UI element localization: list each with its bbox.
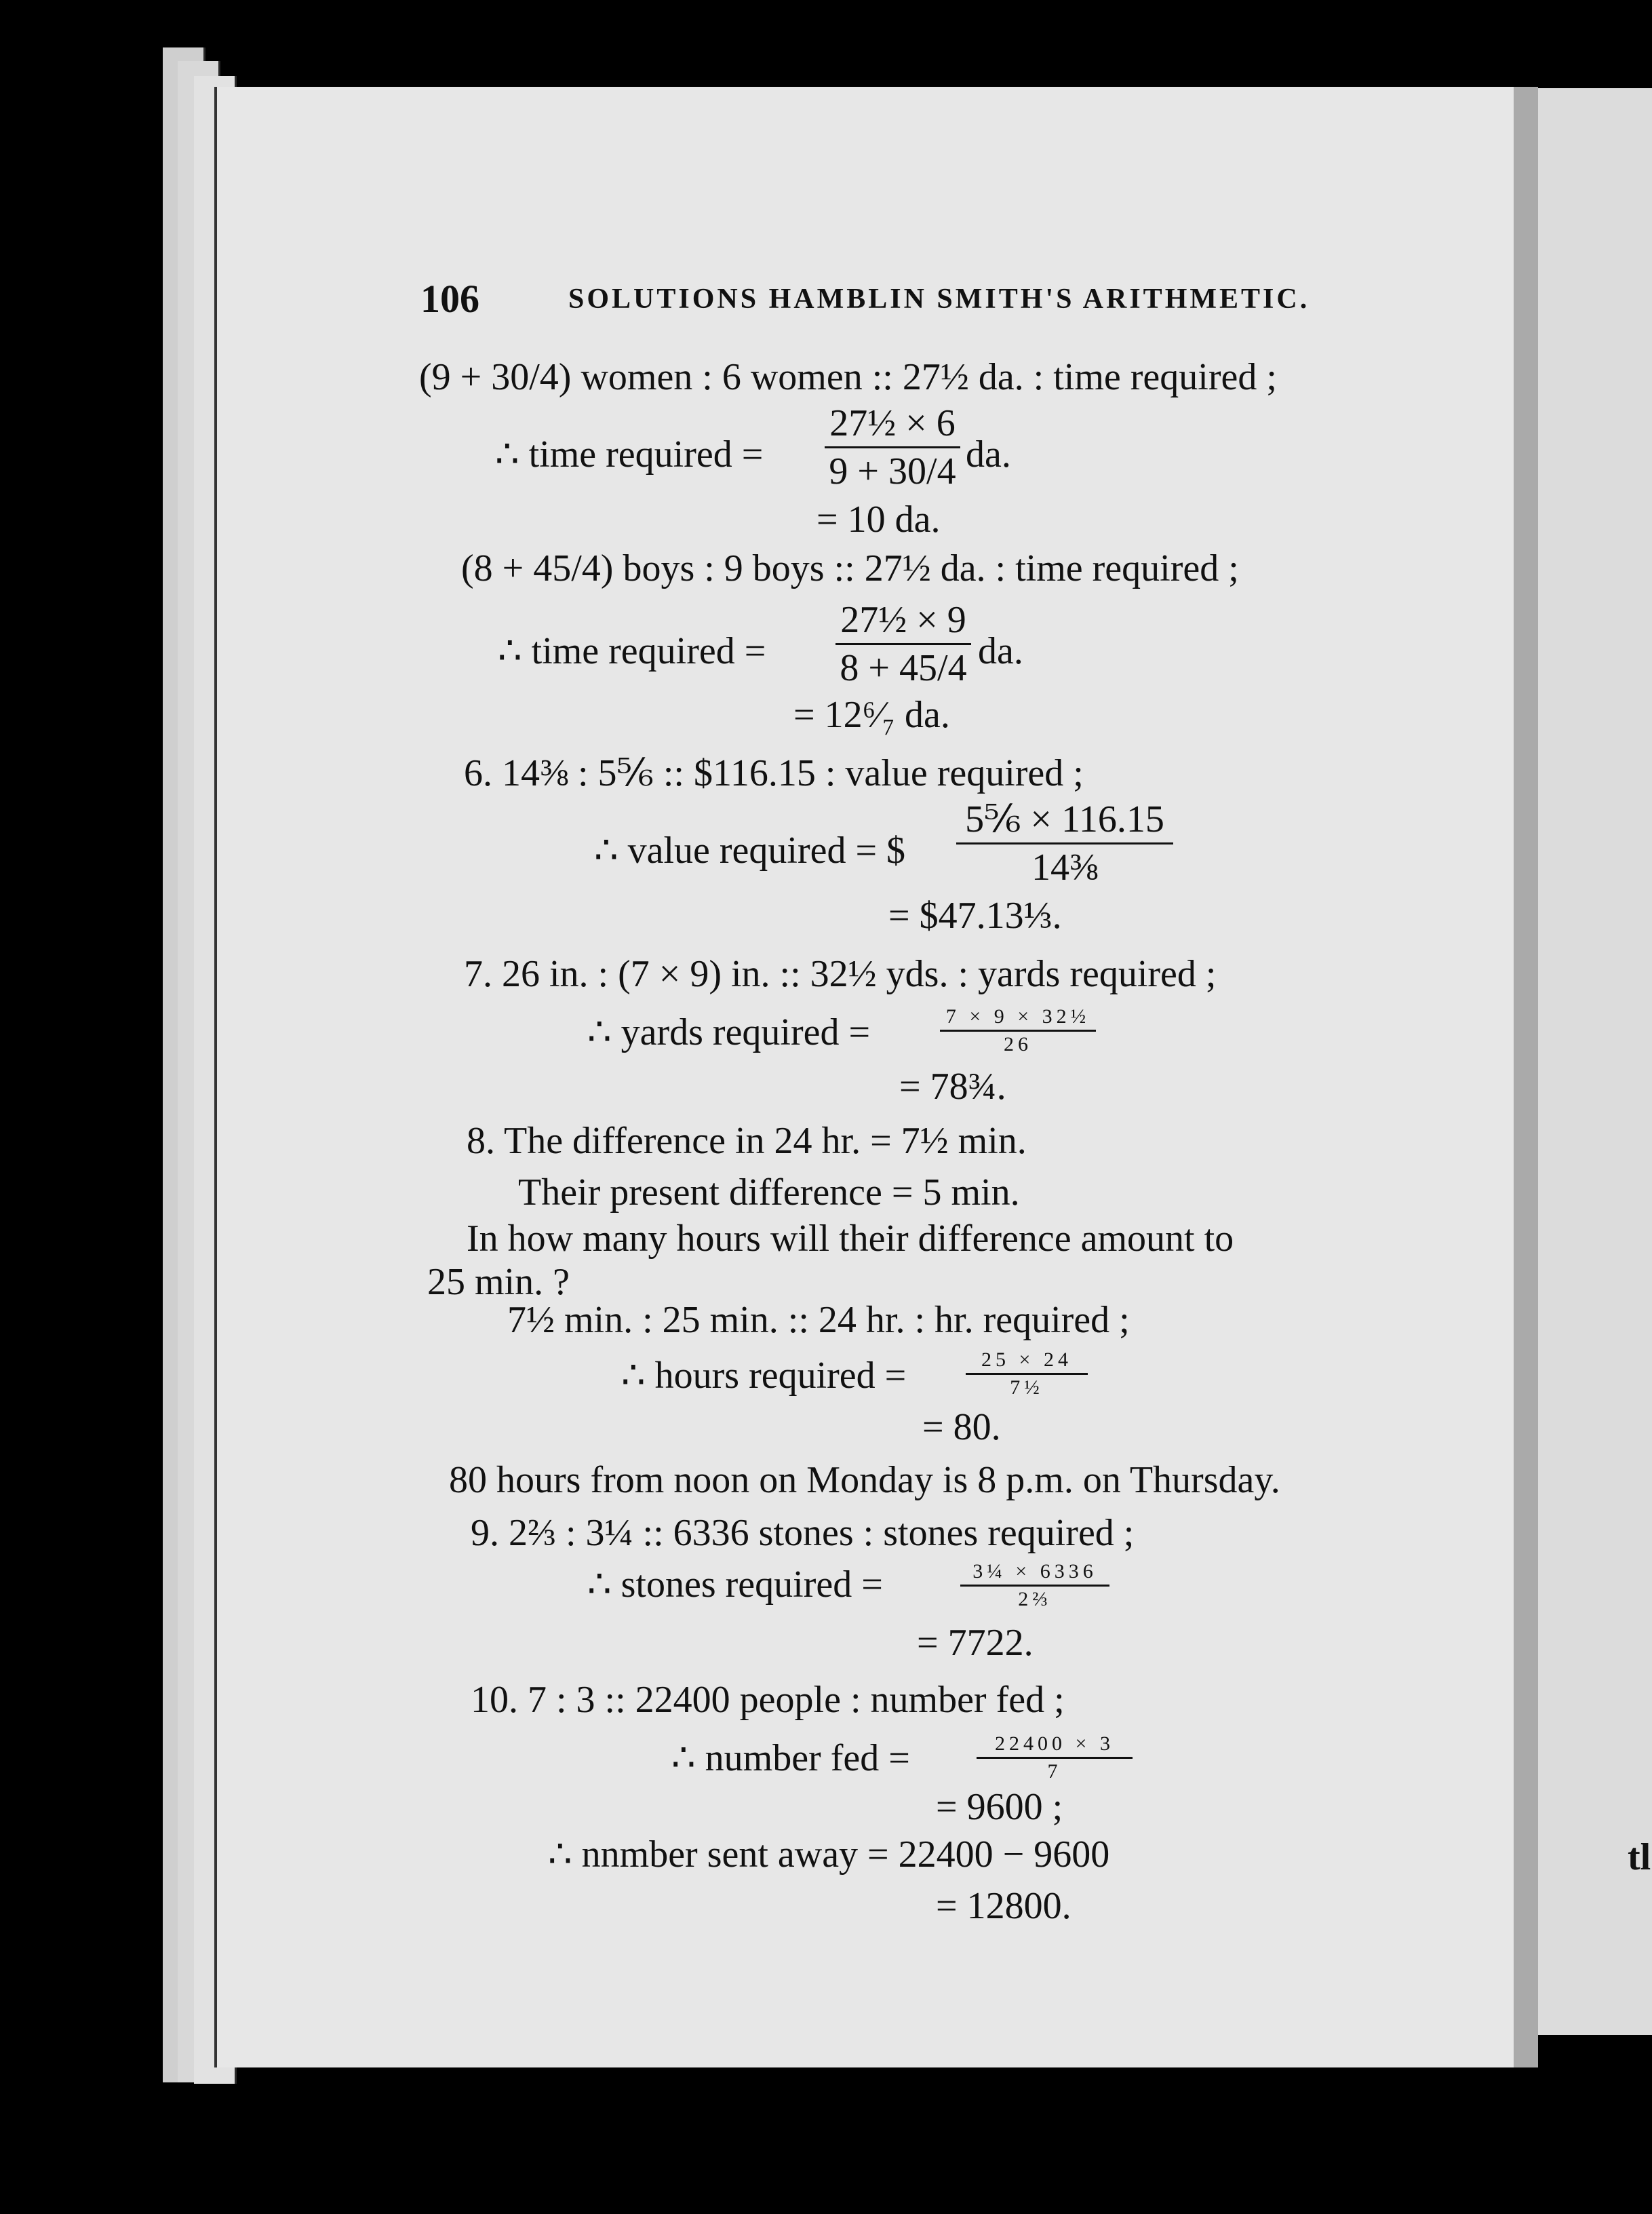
unit-label: da. [978,630,1023,672]
equation-lhs: ∴ time required = [498,630,766,672]
equation-result: = 78¾. [899,1066,1006,1108]
running-title: SOLUTIONS HAMBLIN SMITH'S ARITHMETIC. [568,284,1310,315]
equation-lhs: ∴ hours required = [621,1355,907,1397]
equation-result: = 12800. [936,1885,1071,1927]
equation-result: = 7722. [917,1622,1034,1664]
fraction-denominator: 9 + 30/4 [829,450,956,492]
problem-10: 10. 7 : 3 :: 22400 people : number fed ; [471,1679,1065,1721]
fraction [956,800,1173,887]
fraction-bar [956,842,1173,844]
equation-result: = 80. [922,1406,1001,1448]
equation-line: ∴ nnmber sent away = 22400 − 9600 [548,1833,1110,1876]
fraction [940,1007,1096,1055]
fraction-bar [960,1585,1109,1587]
fraction-denominator: 7 [1047,1760,1062,1783]
fraction-denominator: 2⅔ [1018,1588,1052,1610]
problem-9: 9. 2⅔ : 3¼ :: 6336 stones : stones required ; [471,1512,1135,1554]
fraction-numerator: 27½ × 9 [840,599,966,641]
equation-lhs: ∴ number fed = [671,1737,910,1779]
equation-lhs: ∴ value required = $ [594,830,906,872]
fraction-numerator: 5⅚ × 116.15 [965,798,1164,840]
problem-7: 7. 26 in. : (7 × 9) in. :: 32½ yds. : yards required ; [464,953,1217,995]
fraction-bar [966,1373,1088,1375]
text-line: Their present difference = 5 min. [518,1171,1020,1213]
equation-result: = $47.13⅓. [888,895,1062,937]
fraction-bar [825,446,960,448]
proportion-line: (9 + 30/4) women : 6 women :: 27½ da. : time required ; [419,356,1277,398]
facing-page-fragment: tl [1628,1836,1651,1878]
fraction-denominator: 7½ [1010,1376,1044,1399]
fraction-numerator: 7 × 9 × 32½ [945,1005,1090,1028]
fraction [960,1561,1109,1610]
equation-lhs: ∴ time required = [495,433,764,475]
book-spine [1514,87,1538,2067]
problem-6: 6. 14⅜ : 5⅚ :: $116.15 : value required ; [464,752,1084,794]
fraction [835,601,971,687]
text-line: In how many hours will their difference amount to [467,1218,1234,1260]
fraction-numerator: 25 × 24 [981,1348,1072,1371]
text-line: 80 hours from noon on Monday is 8 p.m. on Thursday. [449,1459,1280,1501]
fraction-denominator: 8 + 45/4 [840,647,967,689]
equation-result: = 9600 ; [936,1786,1063,1828]
fraction [966,1350,1088,1398]
fraction-bar [835,643,971,645]
equation-result: = 10 da. [817,499,941,541]
fraction-bar [940,1030,1096,1032]
fraction-numerator: 27½ × 6 [829,402,956,444]
problem-8: 8. The difference in 24 hr. = 7½ min. [467,1120,1027,1162]
facing-page [1538,88,1652,2035]
fraction-bar [977,1757,1133,1759]
fraction [825,404,960,490]
proportion-line: (8 + 45/4) boys : 9 boys :: 27½ da. : time required ; [461,547,1239,589]
page-number: 106 [420,277,479,321]
text-line: 25 min. ? [427,1261,570,1303]
fraction-denominator: 26 [1004,1033,1032,1055]
equation-result: = 12⁶⁄₇ da. [793,694,950,736]
equation-lhs: ∴ stones required = [587,1564,883,1606]
fraction-numerator: 22400 × 3 [995,1732,1114,1755]
proportion-line: 7½ min. : 25 min. :: 24 hr. : hr. required ; [507,1299,1130,1341]
fraction [977,1734,1133,1782]
unit-label: da. [966,433,1011,475]
fraction-denominator: 14⅜ [1031,847,1098,889]
fraction-numerator: 3¼ × 6336 [972,1560,1097,1582]
equation-lhs: ∴ yards required = [587,1011,871,1053]
